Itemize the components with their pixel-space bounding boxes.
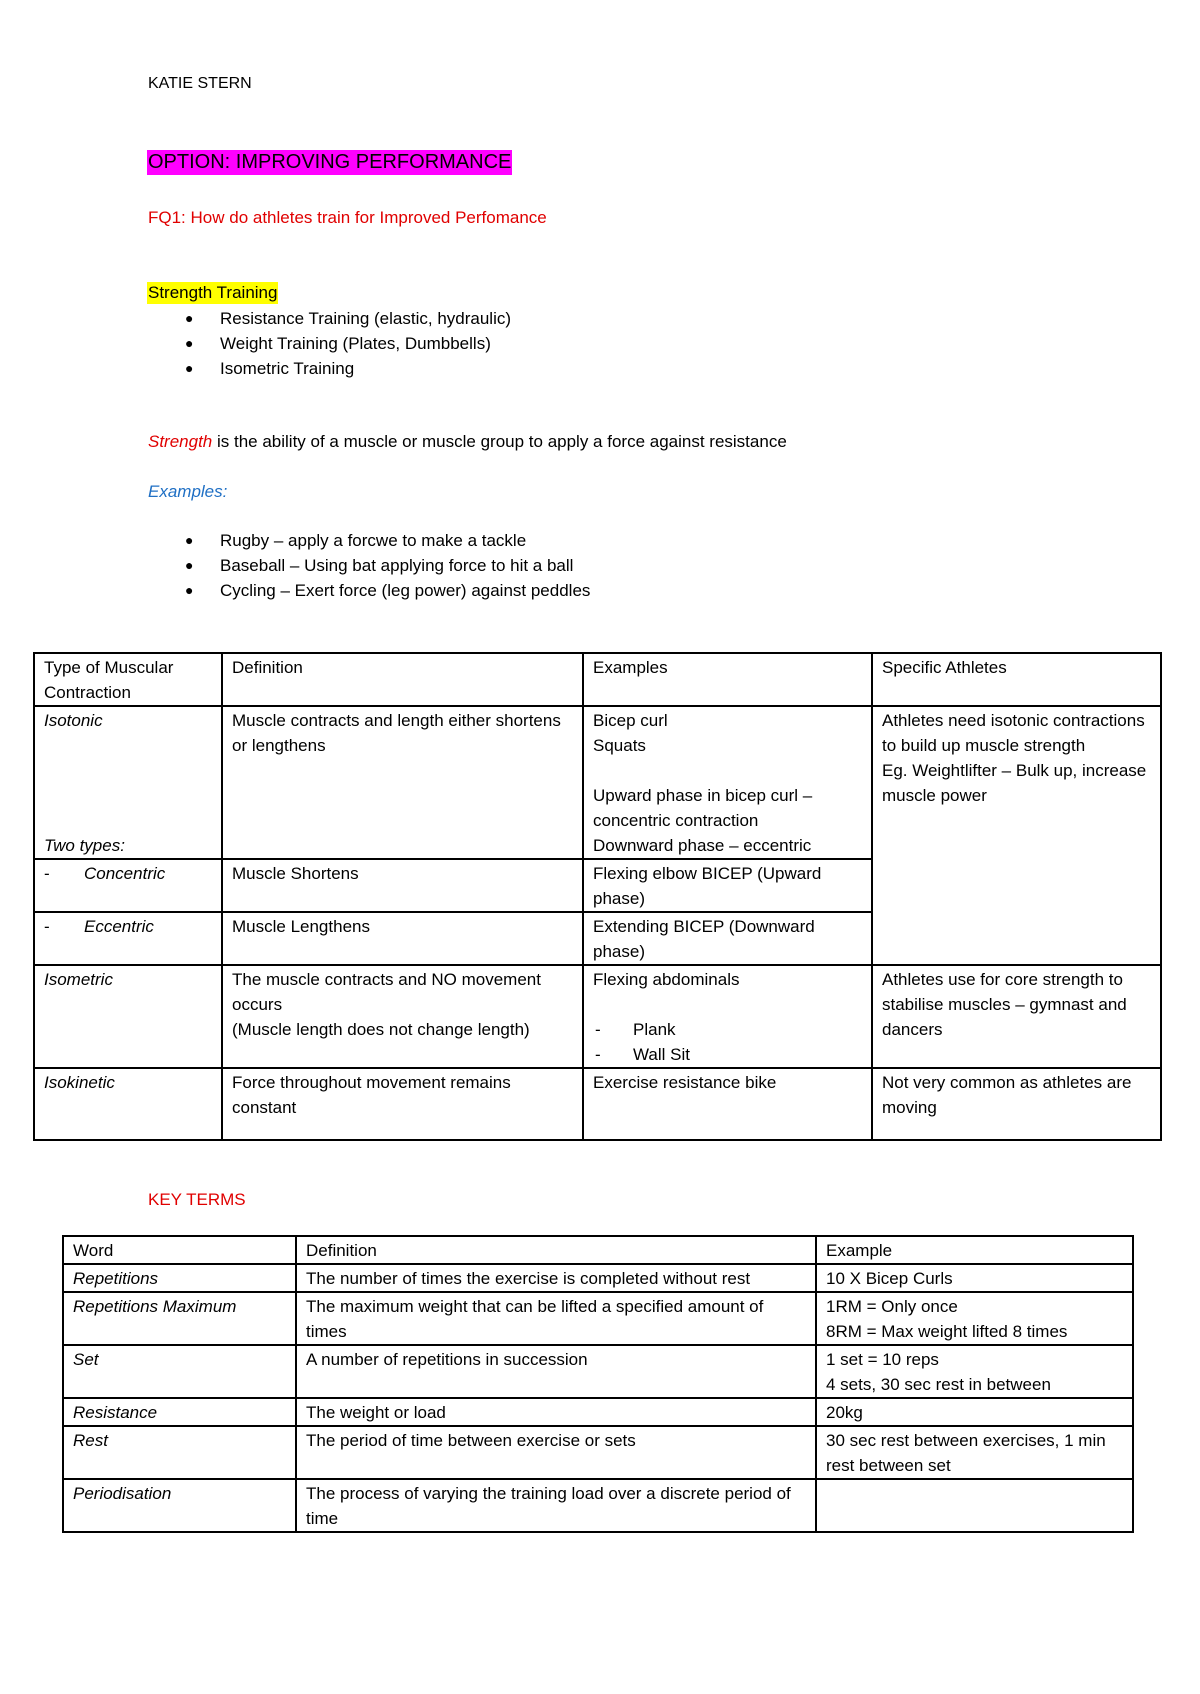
strength-training-heading: Strength Training xyxy=(148,283,278,302)
list-item xyxy=(147,553,590,578)
table-cell xyxy=(34,859,222,912)
term-example xyxy=(816,1345,1133,1398)
contraction-type: Isometric xyxy=(44,970,113,989)
column-header: Definition xyxy=(222,653,583,706)
bullet-icon: ● xyxy=(185,360,194,376)
table-row-isometric xyxy=(34,965,1161,1068)
table-header-row xyxy=(34,653,1161,706)
list-item-text: Isometric Training xyxy=(220,359,355,378)
table-row xyxy=(63,1426,1133,1479)
table-cell xyxy=(583,965,872,1068)
term-definition: The weight or load xyxy=(296,1398,816,1426)
term-example xyxy=(816,1479,1133,1532)
contraction-type: Isotonic xyxy=(44,711,103,730)
list-item-text: Weight Training (Plates, Dumbbells) xyxy=(220,334,491,353)
term-definition: The maximum weight that can be lifted a specified amount of times xyxy=(296,1292,816,1345)
list-item xyxy=(147,528,590,553)
definition-line: The muscle contracts and NO movement occurs xyxy=(232,970,541,1014)
examples-heading: Examples: xyxy=(148,482,228,501)
column-header: Type of Muscular Contraction xyxy=(34,653,222,706)
contraction-type: Isokinetic xyxy=(44,1073,115,1092)
table-cell: Force throughout movement remains constant xyxy=(222,1068,583,1140)
column-header: Specific Athletes xyxy=(872,653,1161,706)
example-spacer xyxy=(593,992,862,1017)
strength-training-list xyxy=(147,306,511,381)
term-word: Repetitions Maximum xyxy=(63,1292,296,1345)
table-row-isotonic xyxy=(34,706,1161,859)
list-item-text: Cycling – Exert force (leg power) against peddles xyxy=(220,581,591,600)
list-item xyxy=(147,356,511,381)
table-cell xyxy=(222,965,583,1068)
example-line: Squats xyxy=(593,736,646,755)
table-row-isokinetic xyxy=(34,1068,1161,1140)
list-item xyxy=(147,306,511,331)
example-subitem xyxy=(593,1042,862,1067)
table-cell xyxy=(34,1068,222,1140)
term-word: Rest xyxy=(63,1426,296,1479)
list-item-text: Baseball – Using bat applying force to hit a ball xyxy=(220,556,574,575)
dash-marker: - xyxy=(595,1020,601,1039)
bullet-icon: ● xyxy=(185,582,194,598)
dash-marker: - xyxy=(595,1045,601,1064)
table-header-row xyxy=(63,1236,1133,1264)
example-line: 8RM = Max weight lifted 8 times xyxy=(826,1322,1068,1341)
term-example: 10 X Bicep Curls xyxy=(816,1264,1133,1292)
athletes-line: Athletes need isotonic contractions to build up muscle strength xyxy=(882,711,1145,755)
list-item xyxy=(147,578,590,603)
strength-definition-text: is the ability of a muscle or muscle group to apply a force against resistance xyxy=(212,432,787,451)
table-cell: Athletes use for core strength to stabilise muscles – gymnast and dancers xyxy=(872,965,1161,1068)
example-line: Flexing abdominals xyxy=(593,970,740,989)
term-word: Periodisation xyxy=(63,1479,296,1532)
bullet-icon: ● xyxy=(185,335,194,351)
table-cell xyxy=(872,706,1161,965)
example-line: 4 sets, 30 sec rest in between xyxy=(826,1375,1051,1394)
term-definition: The number of times the exercise is completed without rest xyxy=(296,1264,816,1292)
example-spacer xyxy=(593,758,862,783)
column-header: Examples xyxy=(583,653,872,706)
example-subitem xyxy=(593,1017,862,1042)
table-cell: Not very common as athletes are moving xyxy=(872,1068,1161,1140)
bullet-icon: ● xyxy=(185,310,194,326)
example-line: Upward phase in bicep curl – concentric contraction xyxy=(593,786,813,830)
table-cell: Extending BICEP (Downward phase) xyxy=(583,912,872,965)
key-terms-table xyxy=(62,1235,1134,1533)
subtype-label xyxy=(44,917,154,936)
strength-definition xyxy=(148,432,787,452)
term-example: 30 sec rest between exercises, 1 min rest between set xyxy=(816,1426,1133,1479)
table-cell xyxy=(583,706,872,859)
example-line: Downward phase – eccentric xyxy=(593,836,812,855)
column-header: Definition xyxy=(296,1236,816,1264)
term-definition: The period of time between exercise or sets xyxy=(296,1426,816,1479)
table-row xyxy=(63,1479,1133,1532)
table-cell xyxy=(34,706,222,859)
examples-list xyxy=(147,528,590,603)
contraction-type: Concentric xyxy=(84,864,166,883)
term-example xyxy=(816,1292,1133,1345)
contraction-type: Eccentric xyxy=(84,917,154,936)
column-header: Word xyxy=(63,1236,296,1264)
example-line: Bicep curl xyxy=(593,711,668,730)
table-row xyxy=(63,1398,1133,1426)
muscular-contraction-table xyxy=(33,652,1162,1141)
term-definition: The process of varying the training load over a discrete period of time xyxy=(296,1479,816,1532)
example-subitem-text: Wall Sit xyxy=(633,1045,690,1064)
term-definition: A number of repetitions in succession xyxy=(296,1345,816,1398)
bullet-icon: ● xyxy=(185,557,194,573)
term-word: Set xyxy=(63,1345,296,1398)
author-name: KATIE STERN xyxy=(148,75,252,92)
term-example: 20kg xyxy=(816,1398,1133,1426)
table-cell: Muscle Lengthens xyxy=(222,912,583,965)
subtype-label xyxy=(44,864,165,883)
example-subitem-text: Plank xyxy=(633,1020,676,1039)
term-word: Repetitions xyxy=(63,1264,296,1292)
table-cell: Exercise resistance bike xyxy=(583,1068,872,1140)
table-cell: Flexing elbow BICEP (Upward phase) xyxy=(583,859,872,912)
definition-line: (Muscle length does not change length) xyxy=(232,1020,530,1039)
athletes-line: Eg. Weightlifter – Bulk up, increase muscle power xyxy=(882,761,1147,805)
table-row xyxy=(63,1264,1133,1292)
table-cell: Muscle contracts and length either shortens or lengthens xyxy=(222,706,583,859)
option-title: OPTION: IMPROVING PERFORMANCE xyxy=(148,151,512,173)
table-cell xyxy=(34,912,222,965)
list-item-text: Resistance Training (elastic, hydraulic) xyxy=(220,309,512,328)
focus-question: FQ1: How do athletes train for Improved Perfomance xyxy=(148,208,547,227)
strength-keyword: Strength xyxy=(148,432,213,451)
example-line: 1RM = Only once xyxy=(826,1297,958,1316)
key-terms-heading: KEY TERMS xyxy=(148,1190,246,1209)
table-cell xyxy=(34,965,222,1068)
list-item-text: Rugby – apply a forcwe to make a tackle xyxy=(220,531,527,550)
table-row xyxy=(63,1292,1133,1345)
two-types-label: Two types: xyxy=(44,836,125,855)
example-line: 1 set = 10 reps xyxy=(826,1350,939,1369)
term-word: Resistance xyxy=(63,1398,296,1426)
column-header: Example xyxy=(816,1236,1133,1264)
table-cell: Muscle Shortens xyxy=(222,859,583,912)
bullet-icon: ● xyxy=(185,532,194,548)
dash-marker: - xyxy=(44,917,50,936)
table-row xyxy=(63,1345,1133,1398)
list-item xyxy=(147,331,511,356)
dash-marker: - xyxy=(44,864,50,883)
